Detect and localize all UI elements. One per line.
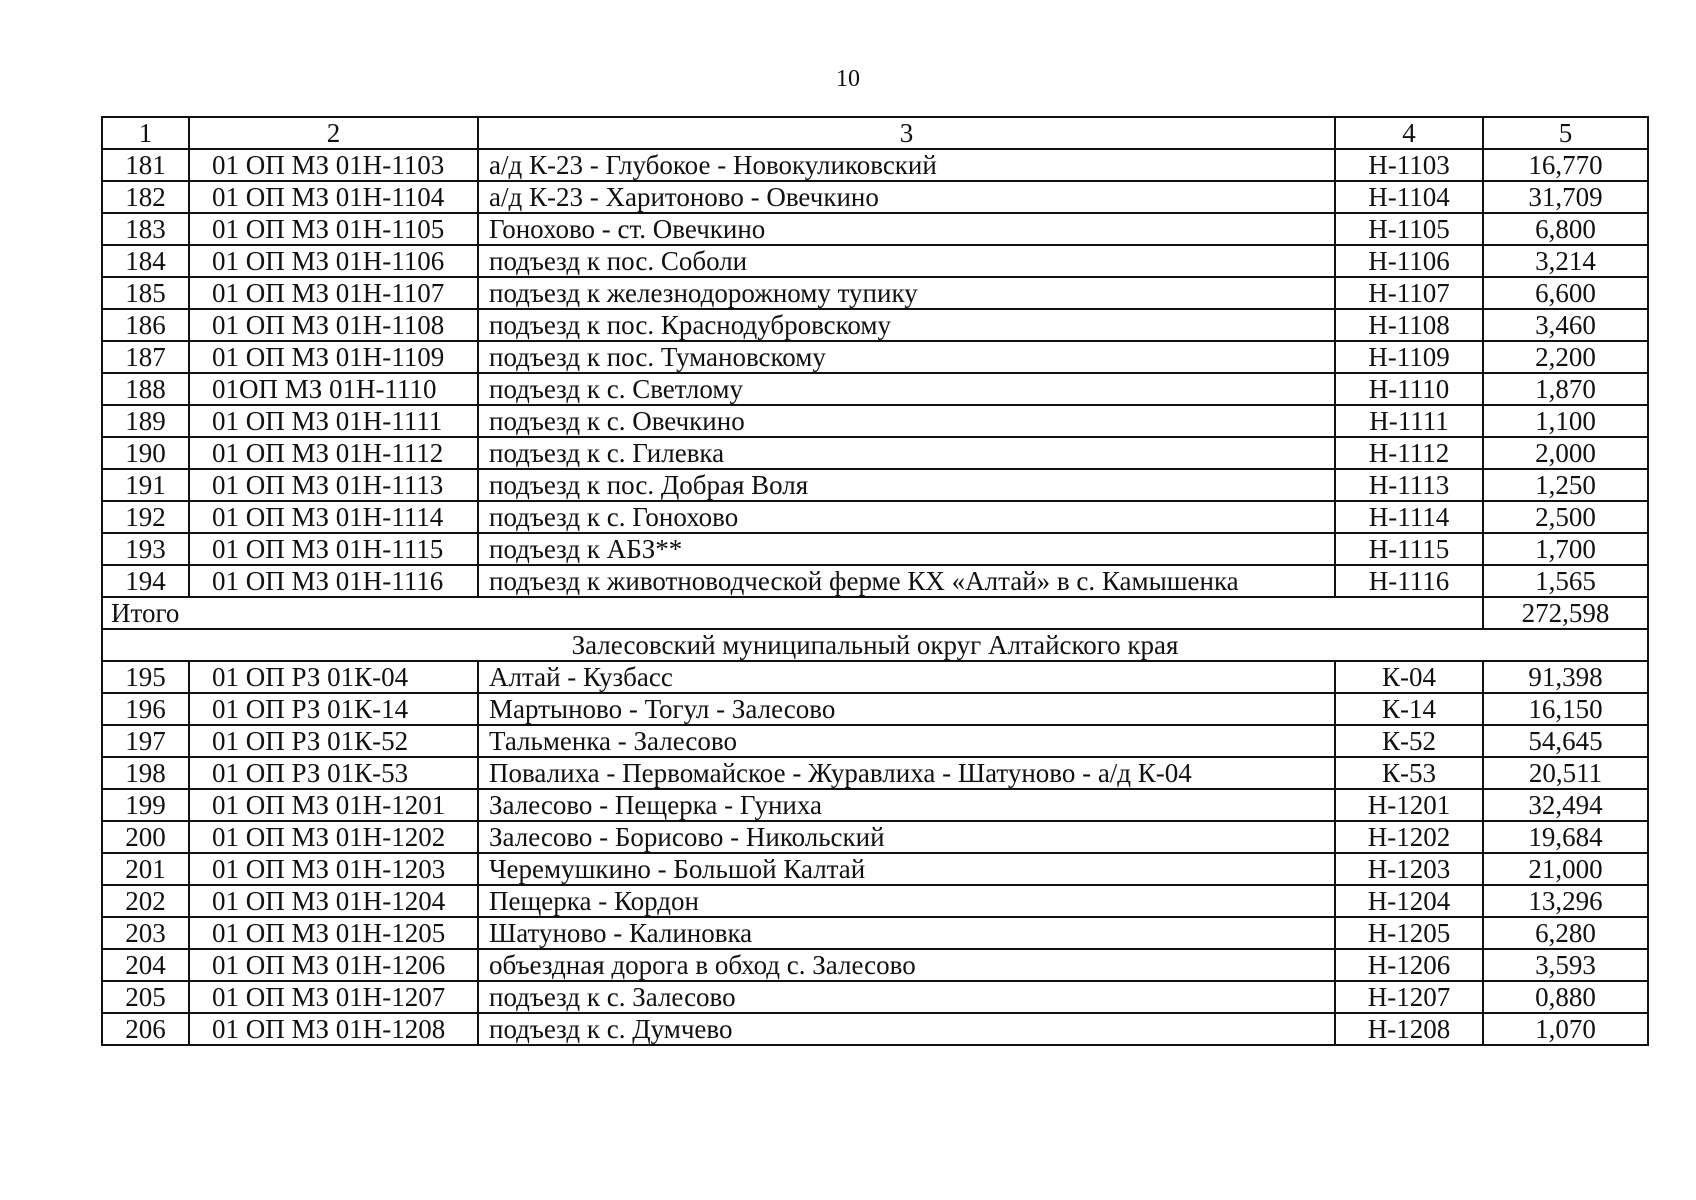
road-length: 2,000 — [1483, 437, 1648, 469]
road-code: Н-1204 — [1335, 885, 1483, 917]
road-name: подъезд к с. Овечкино — [478, 405, 1335, 437]
table-row — [102, 277, 1648, 309]
road-length: 1,070 — [1483, 1013, 1648, 1045]
road-length: 0,880 — [1483, 981, 1648, 1013]
road-code: К-53 — [1335, 757, 1483, 789]
road-id: 01 ОП МЗ 01Н-1116 — [189, 565, 478, 597]
road-code: Н-1108 — [1335, 309, 1483, 341]
road-code: Н-1208 — [1335, 1013, 1483, 1045]
road-id: 01 ОП МЗ 01Н-1205 — [189, 917, 478, 949]
column-header: 4 — [1335, 117, 1483, 149]
road-name: Мартыново - Тогул - Залесово — [478, 693, 1335, 725]
row-number: 196 — [102, 693, 189, 725]
road-code: Н-1113 — [1335, 469, 1483, 501]
row-number: 189 — [102, 405, 189, 437]
road-length: 32,494 — [1483, 789, 1648, 821]
road-code: Н-1116 — [1335, 565, 1483, 597]
road-code: К-14 — [1335, 693, 1483, 725]
road-code: Н-1112 — [1335, 437, 1483, 469]
road-code: Н-1103 — [1335, 149, 1483, 181]
road-id: 01 ОП МЗ 01Н-1204 — [189, 885, 478, 917]
road-length: 6,800 — [1483, 213, 1648, 245]
table-row — [102, 981, 1648, 1013]
road-length: 1,870 — [1483, 373, 1648, 405]
road-length: 91,398 — [1483, 661, 1648, 693]
road-name: подъезд к пос. Добрая Воля — [478, 469, 1335, 501]
road-name: подъезд к пос. Соболи — [478, 245, 1335, 277]
row-number: 205 — [102, 981, 189, 1013]
road-length: 2,500 — [1483, 501, 1648, 533]
road-length: 20,511 — [1483, 757, 1648, 789]
row-number: 181 — [102, 149, 189, 181]
row-number: 191 — [102, 469, 189, 501]
column-header: 3 — [478, 117, 1335, 149]
table-row — [102, 437, 1648, 469]
road-code: Н-1115 — [1335, 533, 1483, 565]
total-label: Итого — [102, 597, 1483, 629]
road-id: 01 ОП МЗ 01Н-1202 — [189, 821, 478, 853]
road-length: 19,684 — [1483, 821, 1648, 853]
row-number: 188 — [102, 373, 189, 405]
table-row — [102, 309, 1648, 341]
row-number: 187 — [102, 341, 189, 373]
road-name: объездная дорога в обход с. Залесово — [478, 949, 1335, 981]
total-row — [102, 597, 1648, 629]
road-length: 16,150 — [1483, 693, 1648, 725]
road-code: К-04 — [1335, 661, 1483, 693]
row-number: 204 — [102, 949, 189, 981]
road-length: 2,200 — [1483, 341, 1648, 373]
page-number: 10 — [836, 66, 860, 92]
road-id: 01 ОП МЗ 01Н-1107 — [189, 277, 478, 309]
road-length: 21,000 — [1483, 853, 1648, 885]
row-number: 192 — [102, 501, 189, 533]
table-row — [102, 533, 1648, 565]
road-length: 13,296 — [1483, 885, 1648, 917]
table-row — [102, 341, 1648, 373]
road-id: 01 ОП МЗ 01Н-1112 — [189, 437, 478, 469]
road-name: подъезд к с. Гонохово — [478, 501, 1335, 533]
road-id: 01 ОП МЗ 01Н-1114 — [189, 501, 478, 533]
road-name: подъезд к с. Залесово — [478, 981, 1335, 1013]
table-row — [102, 661, 1648, 693]
road-code: Н-1205 — [1335, 917, 1483, 949]
road-code: Н-1203 — [1335, 853, 1483, 885]
road-name: подъезд к с. Думчево — [478, 1013, 1335, 1045]
road-name: подъезд к с. Светлому — [478, 373, 1335, 405]
row-number: 201 — [102, 853, 189, 885]
row-number: 183 — [102, 213, 189, 245]
road-id: 01 ОП МЗ 01Н-1104 — [189, 181, 478, 213]
road-length: 54,645 — [1483, 725, 1648, 757]
section-row — [102, 629, 1648, 661]
row-number: 203 — [102, 917, 189, 949]
row-number: 202 — [102, 885, 189, 917]
road-name: подъезд к пос. Краснодубровскому — [478, 309, 1335, 341]
row-number: 198 — [102, 757, 189, 789]
road-id: 01 ОП МЗ 01Н-1206 — [189, 949, 478, 981]
row-number: 206 — [102, 1013, 189, 1045]
table-row — [102, 149, 1648, 181]
road-name: а/д К-23 - Глубокое - Новокуликовский — [478, 149, 1335, 181]
road-length: 3,214 — [1483, 245, 1648, 277]
road-name: подъезд к животноводческой ферме КХ «Алтай» в с. Камышенка — [478, 565, 1335, 597]
road-code: Н-1107 — [1335, 277, 1483, 309]
road-length: 6,600 — [1483, 277, 1648, 309]
table-row — [102, 917, 1648, 949]
road-length: 16,770 — [1483, 149, 1648, 181]
road-name: Тальменка - Залесово — [478, 725, 1335, 757]
road-code: Н-1206 — [1335, 949, 1483, 981]
row-number: 195 — [102, 661, 189, 693]
road-name: подъезд к пос. Тумановскому — [478, 341, 1335, 373]
column-header: 2 — [189, 117, 478, 149]
road-id: 01ОП МЗ 01Н-1110 — [189, 373, 478, 405]
road-id: 01 ОП МЗ 01Н-1203 — [189, 853, 478, 885]
road-code: Н-1110 — [1335, 373, 1483, 405]
road-length: 3,460 — [1483, 309, 1648, 341]
row-number: 185 — [102, 277, 189, 309]
table-row — [102, 821, 1648, 853]
road-length: 31,709 — [1483, 181, 1648, 213]
table-row — [102, 245, 1648, 277]
road-id: 01 ОП МЗ 01Н-1105 — [189, 213, 478, 245]
table-row — [102, 789, 1648, 821]
road-length: 1,565 — [1483, 565, 1648, 597]
table-row — [102, 181, 1648, 213]
road-length: 1,250 — [1483, 469, 1648, 501]
road-id: 01 ОП МЗ 01Н-1207 — [189, 981, 478, 1013]
roads-table — [101, 116, 1649, 1046]
table-row — [102, 1013, 1648, 1045]
road-name: а/д К-23 - Харитоново - Овечкино — [478, 181, 1335, 213]
road-name: Залесово - Пещерка - Гуниха — [478, 789, 1335, 821]
column-header: 5 — [1483, 117, 1648, 149]
road-id: 01 ОП РЗ 01К-53 — [189, 757, 478, 789]
table-row — [102, 725, 1648, 757]
road-code: Н-1106 — [1335, 245, 1483, 277]
road-name: Пещерка - Кордон — [478, 885, 1335, 917]
row-number: 182 — [102, 181, 189, 213]
total-value: 272,598 — [1483, 597, 1648, 629]
table-row — [102, 757, 1648, 789]
row-number: 184 — [102, 245, 189, 277]
road-code: Н-1109 — [1335, 341, 1483, 373]
road-id: 01 ОП МЗ 01Н-1106 — [189, 245, 478, 277]
road-id: 01 ОП МЗ 01Н-1113 — [189, 469, 478, 501]
road-id: 01 ОП РЗ 01К-52 — [189, 725, 478, 757]
table-row — [102, 949, 1648, 981]
table-row — [102, 501, 1648, 533]
road-name: Залесово - Борисово - Никольский — [478, 821, 1335, 853]
road-id: 01 ОП РЗ 01К-04 — [189, 661, 478, 693]
road-id: 01 ОП МЗ 01Н-1201 — [189, 789, 478, 821]
road-id: 01 ОП МЗ 01Н-1115 — [189, 533, 478, 565]
road-code: Н-1201 — [1335, 789, 1483, 821]
column-header: 1 — [102, 117, 189, 149]
table-row — [102, 885, 1648, 917]
road-id: 01 ОП МЗ 01Н-1108 — [189, 309, 478, 341]
table-row — [102, 693, 1648, 725]
road-name: Шатуново - Калиновка — [478, 917, 1335, 949]
section-title: Залесовский муниципальный округ Алтайского края — [102, 629, 1648, 661]
road-name: Гонохово - ст. Овечкино — [478, 213, 1335, 245]
row-number: 200 — [102, 821, 189, 853]
road-length: 1,100 — [1483, 405, 1648, 437]
road-length: 6,280 — [1483, 917, 1648, 949]
road-name: Повалиха - Первомайское - Журавлиха - Шатуново - а/д К-04 — [478, 757, 1335, 789]
road-code: Н-1202 — [1335, 821, 1483, 853]
road-id: 01 ОП МЗ 01Н-1208 — [189, 1013, 478, 1045]
road-id: 01 ОП МЗ 01Н-1103 — [189, 149, 478, 181]
road-code: Н-1105 — [1335, 213, 1483, 245]
road-length: 1,700 — [1483, 533, 1648, 565]
road-code: Н-1207 — [1335, 981, 1483, 1013]
road-code: Н-1111 — [1335, 405, 1483, 437]
table-row — [102, 565, 1648, 597]
road-id: 01 ОП РЗ 01К-14 — [189, 693, 478, 725]
road-id: 01 ОП МЗ 01Н-1109 — [189, 341, 478, 373]
row-number: 197 — [102, 725, 189, 757]
road-code: Н-1104 — [1335, 181, 1483, 213]
table-row — [102, 213, 1648, 245]
row-number: 194 — [102, 565, 189, 597]
road-name: Алтай - Кузбасс — [478, 661, 1335, 693]
road-code: Н-1114 — [1335, 501, 1483, 533]
road-code: К-52 — [1335, 725, 1483, 757]
road-length: 3,593 — [1483, 949, 1648, 981]
row-number: 193 — [102, 533, 189, 565]
road-name: подъезд к АБЗ** — [478, 533, 1335, 565]
table-header-row — [102, 117, 1648, 149]
table-row — [102, 373, 1648, 405]
row-number: 190 — [102, 437, 189, 469]
table-row — [102, 853, 1648, 885]
road-name: Черемушкино - Большой Калтай — [478, 853, 1335, 885]
road-id: 01 ОП МЗ 01Н-1111 — [189, 405, 478, 437]
road-name: подъезд к с. Гилевка — [478, 437, 1335, 469]
road-name: подъезд к железнодорожному тупику — [478, 277, 1335, 309]
table-row — [102, 469, 1648, 501]
row-number: 186 — [102, 309, 189, 341]
table-row — [102, 405, 1648, 437]
row-number: 199 — [102, 789, 189, 821]
